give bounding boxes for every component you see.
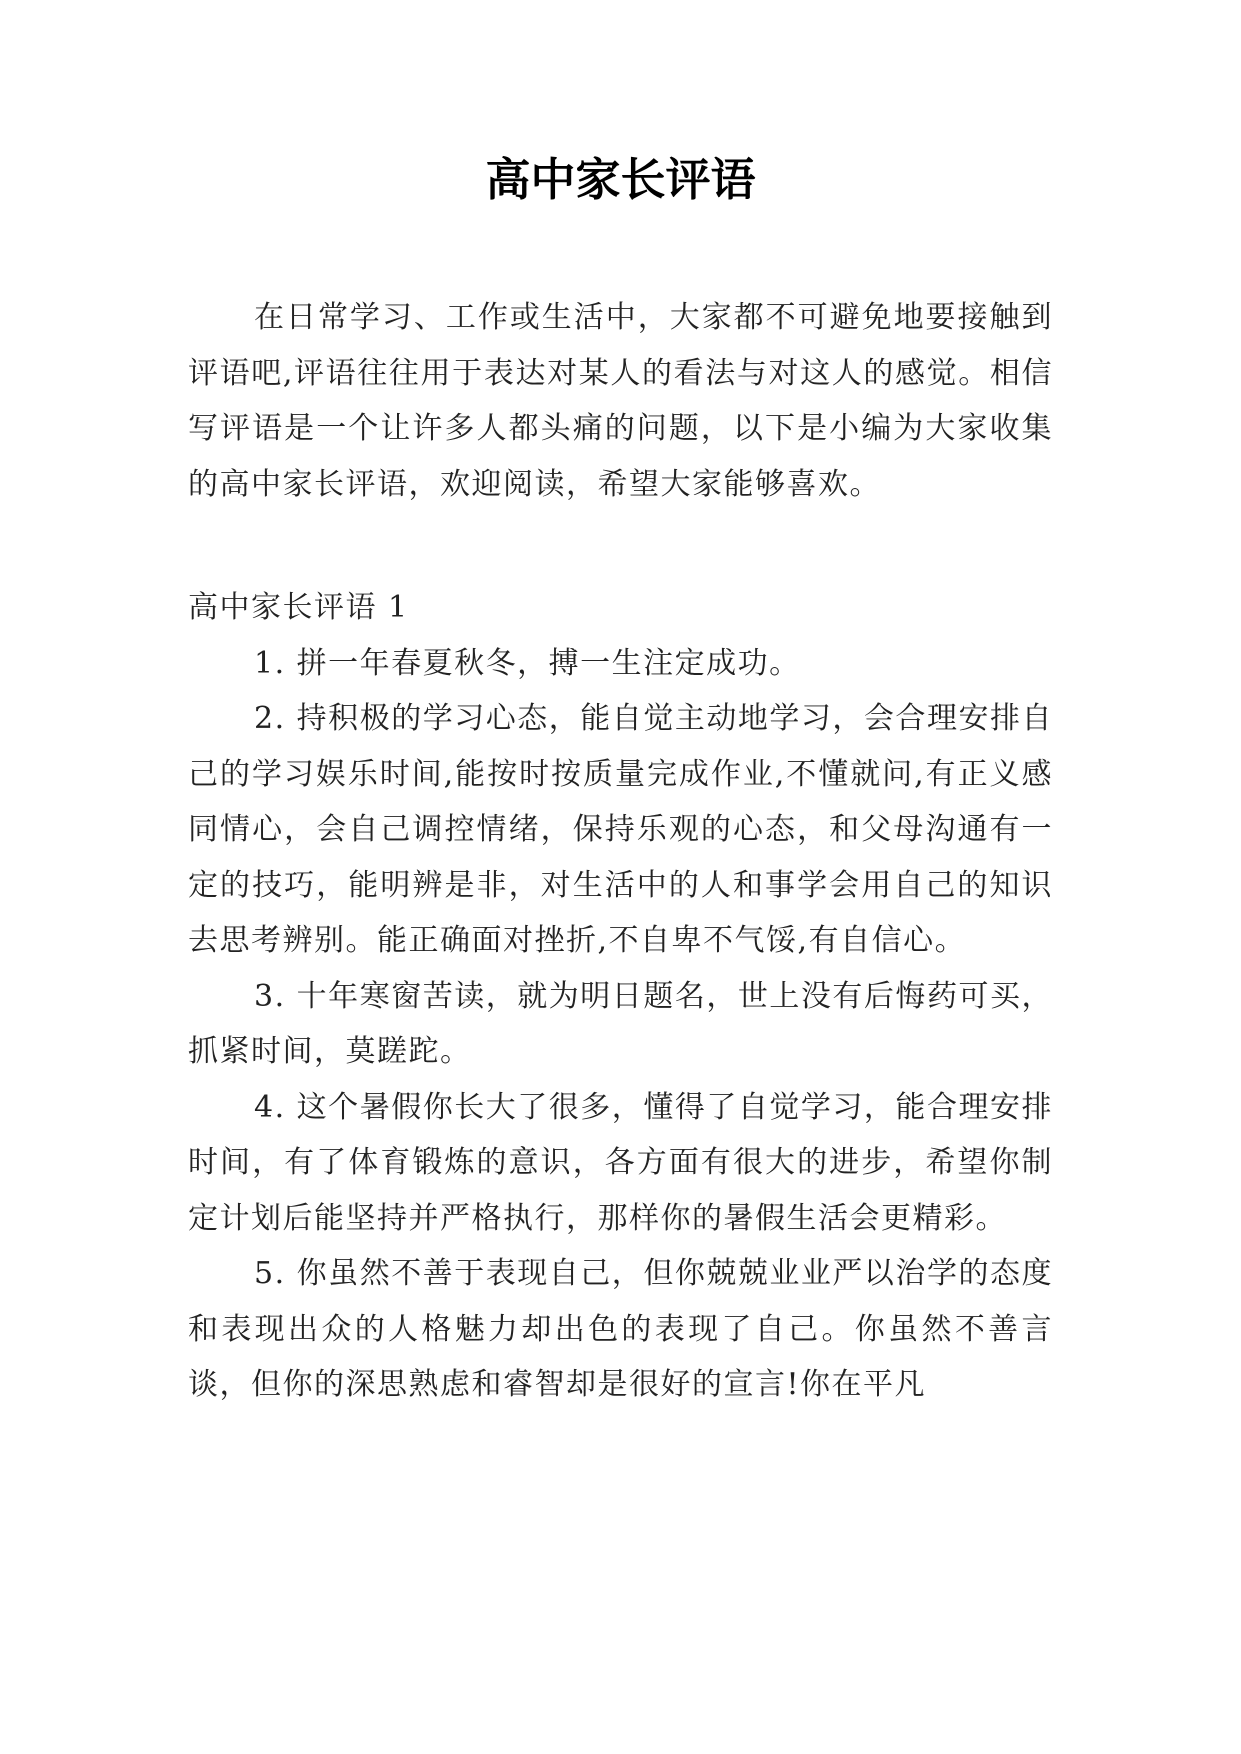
section-heading: 高中家长评语 1 — [188, 590, 409, 625]
list-item: 5. 你虽然不善于表现自己，但你兢兢业业严以治学的态度和表现出众的人格魅力却出色的表现了自己。你虽然不善言谈，但你的深思熟虑和睿智却是很好的宣言!你在平凡 — [188, 1256, 1053, 1402]
list-item: 2. 持积极的学习心态，能自觉主动地学习，会合理安排自己的学习娱乐时间,能按时按质量完成作业,不懂就问,有正义感同情心，会自己调控情绪，保持乐观的心态，和父母沟通有一定的技巧，能明辨是非，对生活中的人和事学会用自己的知识去思考辨别。能正确面对挫折,不自卑不气馁,有自信心。 — [188, 701, 1053, 958]
page-title: 高中家长评语 — [485, 153, 756, 206]
list-item: 1. 拼一年春夏秋冬，搏一生注定成功。 — [254, 645, 801, 681]
list-item: 4. 这个暑假你长大了很多，懂得了自觉学习，能合理安排时间，有了体育锻炼的意识，各方面有很大的进步，希望你制定计划后能坚持并严格执行，那样你的暑假生活会更精彩。 — [188, 1089, 1053, 1236]
list-item: 3. 十年寒窗苦读，就为明日题名，世上没有后悔药可买，抓紧时间，莫蹉跎。 — [188, 978, 1053, 1069]
comments-section — [188, 580, 1053, 1413]
intro-paragraph: 在日常学习、工作或生活中，大家都不可避免地要接触到评语吧,评语往往用于表达对某人的看法与对这人的感觉。相信写评语是一个让许多人都头痛的问题，以下是小编为大家收集的高中家长评语，欢迎阅读，希望大家能够喜欢。 — [188, 300, 1053, 502]
